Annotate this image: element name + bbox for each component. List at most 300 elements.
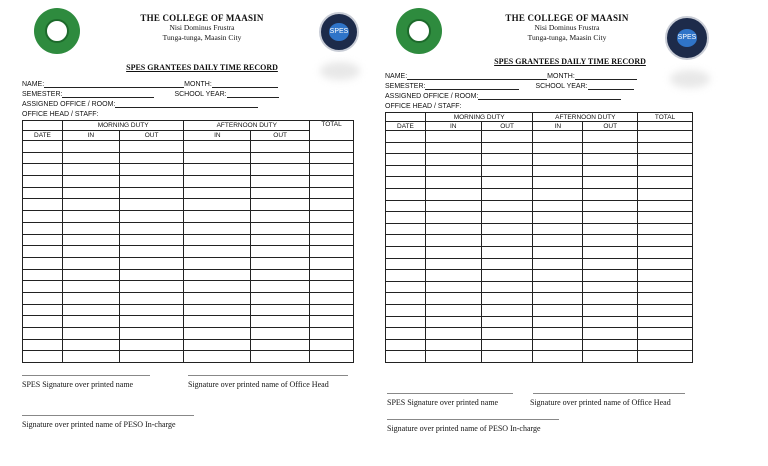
time-cell[interactable] <box>184 304 251 316</box>
time-cell[interactable] <box>62 234 119 246</box>
time-cell[interactable] <box>23 141 63 153</box>
time-cell[interactable] <box>583 142 638 154</box>
time-cell[interactable] <box>62 199 119 211</box>
time-cell[interactable] <box>119 187 184 199</box>
time-cell[interactable] <box>386 293 426 305</box>
time-cell[interactable] <box>251 164 310 176</box>
time-cell[interactable] <box>251 176 310 188</box>
office-head-signature-line <box>188 375 348 376</box>
time-cell[interactable] <box>23 211 63 223</box>
time-cell[interactable] <box>481 281 533 293</box>
time-cell[interactable] <box>533 142 583 154</box>
time-cell[interactable] <box>583 351 638 363</box>
time-cell[interactable] <box>310 211 354 223</box>
table-row <box>23 141 354 153</box>
time-cell[interactable] <box>481 223 533 235</box>
time-cell[interactable] <box>184 222 251 234</box>
time-cell[interactable] <box>386 235 426 247</box>
office-head-label: OFFICE HEAD / STAFF: <box>385 103 462 110</box>
time-cell[interactable] <box>23 292 63 304</box>
time-cell[interactable] <box>533 188 583 200</box>
table-row <box>386 223 693 235</box>
time-cell[interactable] <box>583 246 638 258</box>
time-cell[interactable] <box>533 316 583 328</box>
time-cell[interactable] <box>386 328 426 340</box>
time-cell[interactable] <box>119 292 184 304</box>
time-cell[interactable] <box>310 339 354 351</box>
time-cell[interactable] <box>386 281 426 293</box>
month-field[interactable] <box>212 80 278 88</box>
time-cell[interactable] <box>386 165 426 177</box>
time-cell[interactable] <box>481 304 533 316</box>
time-cell[interactable] <box>310 234 354 246</box>
time-cell[interactable] <box>481 165 533 177</box>
date-header: DATE <box>386 122 426 131</box>
time-cell[interactable] <box>23 234 63 246</box>
time-cell[interactable] <box>23 176 63 188</box>
time-cell[interactable] <box>583 293 638 305</box>
time-cell[interactable] <box>386 131 426 143</box>
time-cell[interactable] <box>310 269 354 281</box>
date-header: DATE <box>23 131 63 141</box>
time-cell[interactable] <box>425 154 481 166</box>
time-cell[interactable] <box>119 152 184 164</box>
morning-duty-header: MORNING DUTY <box>425 113 533 122</box>
school-motto: Nisi Dominus Frustra <box>534 23 600 32</box>
school-heading <box>487 13 647 43</box>
time-cell[interactable] <box>638 212 693 224</box>
time-cell[interactable] <box>251 211 310 223</box>
time-cell[interactable] <box>119 199 184 211</box>
time-cell[interactable] <box>425 177 481 189</box>
time-cell[interactable] <box>481 212 533 224</box>
office-head-signature-caption: Signature over printed name of Office Head <box>530 398 671 407</box>
time-cell[interactable] <box>184 246 251 258</box>
time-cell[interactable] <box>583 177 638 189</box>
time-cell[interactable] <box>251 328 310 340</box>
total-header: TOTAL <box>310 121 354 141</box>
time-cell[interactable] <box>184 316 251 328</box>
time-cell[interactable] <box>23 257 63 269</box>
time-cell[interactable] <box>184 176 251 188</box>
time-cell[interactable] <box>386 246 426 258</box>
morning-in-header: IN <box>62 131 119 141</box>
time-cell[interactable] <box>533 339 583 351</box>
table-row <box>23 257 354 269</box>
time-cell[interactable] <box>310 292 354 304</box>
morning-in-header: IN <box>425 122 481 131</box>
table-row <box>386 328 693 340</box>
time-cell[interactable] <box>638 188 693 200</box>
time-cell[interactable] <box>638 281 693 293</box>
time-cell[interactable] <box>184 187 251 199</box>
time-cell[interactable] <box>425 339 481 351</box>
time-cell[interactable] <box>533 177 583 189</box>
time-cell[interactable] <box>386 223 426 235</box>
time-cell[interactable] <box>184 199 251 211</box>
time-cell[interactable] <box>23 328 63 340</box>
time-cell[interactable] <box>481 200 533 212</box>
time-cell[interactable] <box>251 246 310 258</box>
peso-signature-line <box>22 415 194 416</box>
time-cell[interactable] <box>533 258 583 270</box>
time-cell[interactable] <box>62 269 119 281</box>
time-cell[interactable] <box>583 258 638 270</box>
table-row <box>23 222 354 234</box>
time-cell[interactable] <box>119 281 184 293</box>
time-cell[interactable] <box>533 351 583 363</box>
time-cell[interactable] <box>62 292 119 304</box>
time-cell[interactable] <box>119 351 184 363</box>
peso-signature-caption: Signature over printed name of PESO In-charge <box>387 424 541 433</box>
time-cell[interactable] <box>638 270 693 282</box>
form-header <box>22 0 356 56</box>
time-cell[interactable] <box>425 328 481 340</box>
time-cell[interactable] <box>638 131 693 143</box>
time-cell[interactable] <box>425 142 481 154</box>
time-cell[interactable] <box>23 316 63 328</box>
table-row <box>386 165 693 177</box>
time-cell[interactable] <box>386 212 426 224</box>
time-cell[interactable] <box>184 269 251 281</box>
time-cell[interactable] <box>310 316 354 328</box>
time-cell[interactable] <box>119 141 184 153</box>
time-cell[interactable] <box>583 304 638 316</box>
time-cell[interactable] <box>481 328 533 340</box>
time-cell[interactable] <box>62 187 119 199</box>
time-cell[interactable] <box>481 177 533 189</box>
time-cell[interactable] <box>23 222 63 234</box>
table-row <box>23 234 354 246</box>
time-cell[interactable] <box>638 235 693 247</box>
office-room-field[interactable] <box>115 100 258 108</box>
time-cell[interactable] <box>533 270 583 282</box>
semester-field[interactable] <box>425 82 519 90</box>
spes-logo-text: SPES <box>677 29 697 47</box>
table-row <box>23 199 354 211</box>
table-row <box>386 258 693 270</box>
time-cell[interactable] <box>425 246 481 258</box>
time-cell[interactable] <box>184 281 251 293</box>
time-cell[interactable] <box>184 257 251 269</box>
time-cell[interactable] <box>386 316 426 328</box>
time-cell[interactable] <box>62 164 119 176</box>
time-cell[interactable] <box>583 188 638 200</box>
time-cell[interactable] <box>119 257 184 269</box>
time-cell[interactable] <box>310 257 354 269</box>
time-cell[interactable] <box>425 316 481 328</box>
time-cell[interactable] <box>583 339 638 351</box>
time-cell[interactable] <box>425 351 481 363</box>
time-cell[interactable] <box>638 154 693 166</box>
time-cell[interactable] <box>583 223 638 235</box>
time-cell[interactable] <box>583 212 638 224</box>
time-cell[interactable] <box>425 212 481 224</box>
time-cell[interactable] <box>425 281 481 293</box>
time-cell[interactable] <box>425 200 481 212</box>
time-cell[interactable] <box>23 187 63 199</box>
time-cell[interactable] <box>425 223 481 235</box>
total-header: TOTAL <box>638 113 693 122</box>
time-cell[interactable] <box>386 339 426 351</box>
time-cell[interactable] <box>62 152 119 164</box>
table-row <box>23 152 354 164</box>
time-cell[interactable] <box>251 304 310 316</box>
school-year-label: SCHOOL YEAR: <box>535 83 588 90</box>
time-cell[interactable] <box>119 211 184 223</box>
time-cell[interactable] <box>119 304 184 316</box>
time-cell[interactable] <box>23 152 63 164</box>
time-cell[interactable] <box>310 176 354 188</box>
time-cell[interactable] <box>425 270 481 282</box>
time-cell[interactable] <box>583 281 638 293</box>
school-year-label: SCHOOL YEAR: <box>174 91 227 98</box>
time-cell[interactable] <box>638 165 693 177</box>
time-cell[interactable] <box>62 304 119 316</box>
name-field[interactable] <box>44 80 184 88</box>
time-cell[interactable] <box>425 188 481 200</box>
time-cell[interactable] <box>638 328 693 340</box>
office-room-field[interactable] <box>478 92 621 100</box>
time-cell[interactable] <box>251 152 310 164</box>
time-cell[interactable] <box>62 351 119 363</box>
time-cell[interactable] <box>481 293 533 305</box>
time-cell[interactable] <box>62 339 119 351</box>
time-cell[interactable] <box>638 142 693 154</box>
time-cell[interactable] <box>638 304 693 316</box>
time-cell[interactable] <box>425 293 481 305</box>
time-cell[interactable] <box>119 269 184 281</box>
table-row <box>23 246 354 258</box>
time-cell[interactable] <box>533 223 583 235</box>
time-cell[interactable] <box>184 164 251 176</box>
semester-field[interactable] <box>62 90 154 98</box>
time-cell[interactable] <box>23 281 63 293</box>
time-cell[interactable] <box>533 154 583 166</box>
time-cell[interactable] <box>481 154 533 166</box>
time-cell[interactable] <box>583 165 638 177</box>
time-cell[interactable] <box>310 222 354 234</box>
time-cell[interactable] <box>23 246 63 258</box>
time-cell[interactable] <box>310 164 354 176</box>
time-cell[interactable] <box>251 199 310 211</box>
time-cell[interactable] <box>251 281 310 293</box>
table-row <box>386 212 693 224</box>
time-cell[interactable] <box>184 141 251 153</box>
school-name: THE COLLEGE OF MAASIN <box>140 13 264 23</box>
time-cell[interactable] <box>62 281 119 293</box>
time-cell[interactable] <box>119 246 184 258</box>
spes-logo-icon <box>319 12 359 52</box>
spes-logo-text: SPES <box>329 23 349 41</box>
time-cell[interactable] <box>583 328 638 340</box>
month-label: MONTH: <box>547 73 575 80</box>
peso-signature-line <box>387 419 559 420</box>
time-cell[interactable] <box>386 304 426 316</box>
time-cell[interactable] <box>638 258 693 270</box>
time-cell[interactable] <box>533 246 583 258</box>
time-cell[interactable] <box>638 293 693 305</box>
time-cell[interactable] <box>119 222 184 234</box>
time-cell[interactable] <box>310 304 354 316</box>
time-cell[interactable] <box>310 187 354 199</box>
time-cell[interactable] <box>62 257 119 269</box>
time-cell[interactable] <box>386 154 426 166</box>
time-cell[interactable] <box>23 304 63 316</box>
time-cell[interactable] <box>638 339 693 351</box>
time-cell[interactable] <box>23 269 63 281</box>
time-cell[interactable] <box>638 316 693 328</box>
time-cell[interactable] <box>184 328 251 340</box>
time-cell[interactable] <box>533 200 583 212</box>
time-cell[interactable] <box>533 293 583 305</box>
school-year-field[interactable] <box>227 90 279 98</box>
time-cell[interactable] <box>583 200 638 212</box>
time-cell[interactable] <box>481 142 533 154</box>
table-row <box>386 316 693 328</box>
time-cell[interactable] <box>533 281 583 293</box>
time-cell[interactable] <box>310 351 354 363</box>
time-cell[interactable] <box>386 177 426 189</box>
time-cell[interactable] <box>184 339 251 351</box>
time-cell[interactable] <box>386 351 426 363</box>
time-cell[interactable] <box>184 292 251 304</box>
dtr-form-right <box>385 0 695 363</box>
time-cell[interactable] <box>251 187 310 199</box>
time-cell[interactable] <box>251 141 310 153</box>
time-cell[interactable] <box>481 351 533 363</box>
time-cell[interactable] <box>425 304 481 316</box>
table-row <box>386 188 693 200</box>
morning-out-header: OUT <box>481 122 533 131</box>
time-cell[interactable] <box>310 328 354 340</box>
time-cell[interactable] <box>62 211 119 223</box>
time-cell[interactable] <box>251 339 310 351</box>
table-row <box>386 281 693 293</box>
time-cell[interactable] <box>583 131 638 143</box>
table-row <box>23 176 354 188</box>
table-row <box>23 316 354 328</box>
time-cell[interactable] <box>481 258 533 270</box>
office-room-label: ASSIGNED OFFICE / ROOM: <box>22 101 116 108</box>
time-cell[interactable] <box>533 328 583 340</box>
table-row <box>23 269 354 281</box>
time-cell[interactable] <box>251 234 310 246</box>
time-cell[interactable] <box>23 351 63 363</box>
time-cell[interactable] <box>533 212 583 224</box>
time-cell[interactable] <box>386 200 426 212</box>
time-cell[interactable] <box>386 270 426 282</box>
time-cell[interactable] <box>119 164 184 176</box>
time-cell[interactable] <box>310 246 354 258</box>
time-cell[interactable] <box>481 270 533 282</box>
time-cell[interactable] <box>62 176 119 188</box>
time-cell[interactable] <box>62 141 119 153</box>
time-cell[interactable] <box>119 339 184 351</box>
info-fields <box>22 80 356 120</box>
time-cell[interactable] <box>638 223 693 235</box>
time-cell[interactable] <box>583 154 638 166</box>
time-cell[interactable] <box>119 328 184 340</box>
table-row <box>23 292 354 304</box>
time-cell[interactable] <box>23 164 63 176</box>
time-cell[interactable] <box>583 270 638 282</box>
time-cell[interactable] <box>533 235 583 247</box>
school-name: THE COLLEGE OF MAASIN <box>505 13 629 23</box>
ink-smudge <box>320 62 360 80</box>
table-row <box>23 339 354 351</box>
time-cell[interactable] <box>481 188 533 200</box>
time-cell[interactable] <box>184 234 251 246</box>
month-field[interactable] <box>575 72 637 80</box>
time-cell[interactable] <box>481 339 533 351</box>
time-cell[interactable] <box>62 246 119 258</box>
time-cell[interactable] <box>425 165 481 177</box>
time-cell[interactable] <box>184 211 251 223</box>
table-row <box>23 304 354 316</box>
time-cell[interactable] <box>251 292 310 304</box>
time-cell[interactable] <box>251 222 310 234</box>
time-cell[interactable] <box>481 235 533 247</box>
time-cell[interactable] <box>310 199 354 211</box>
time-cell[interactable] <box>184 152 251 164</box>
time-cell[interactable] <box>638 351 693 363</box>
time-cell[interactable] <box>119 234 184 246</box>
time-cell[interactable] <box>386 258 426 270</box>
time-cell[interactable] <box>533 304 583 316</box>
time-cell[interactable] <box>119 176 184 188</box>
time-cell[interactable] <box>425 258 481 270</box>
time-cell[interactable] <box>481 246 533 258</box>
time-cell[interactable] <box>251 316 310 328</box>
table-row <box>23 281 354 293</box>
time-cell[interactable] <box>638 200 693 212</box>
table-row <box>386 235 693 247</box>
time-cell[interactable] <box>425 235 481 247</box>
time-cell[interactable] <box>638 246 693 258</box>
time-cell[interactable] <box>251 257 310 269</box>
school-year-field[interactable] <box>588 82 634 90</box>
time-cell[interactable] <box>119 316 184 328</box>
time-cell[interactable] <box>533 165 583 177</box>
time-cell[interactable] <box>481 316 533 328</box>
time-cell[interactable] <box>533 131 583 143</box>
time-cell[interactable] <box>184 351 251 363</box>
time-cell[interactable] <box>23 199 63 211</box>
ink-smudge <box>670 70 710 88</box>
time-cell[interactable] <box>62 222 119 234</box>
time-cell[interactable] <box>251 269 310 281</box>
info-fields <box>385 72 695 112</box>
time-cell[interactable] <box>386 142 426 154</box>
morning-out-header: OUT <box>119 131 184 141</box>
time-cell[interactable] <box>62 328 119 340</box>
time-cell[interactable] <box>310 141 354 153</box>
time-cell[interactable] <box>310 152 354 164</box>
time-cell[interactable] <box>23 339 63 351</box>
time-cell[interactable] <box>386 188 426 200</box>
time-cell[interactable] <box>251 351 310 363</box>
time-cell[interactable] <box>583 316 638 328</box>
time-cell[interactable] <box>62 316 119 328</box>
time-cell[interactable] <box>638 177 693 189</box>
time-cell[interactable] <box>583 235 638 247</box>
name-field[interactable] <box>407 72 547 80</box>
time-cell[interactable] <box>481 131 533 143</box>
time-cell[interactable] <box>425 131 481 143</box>
time-cell[interactable] <box>310 281 354 293</box>
table-row <box>386 142 693 154</box>
